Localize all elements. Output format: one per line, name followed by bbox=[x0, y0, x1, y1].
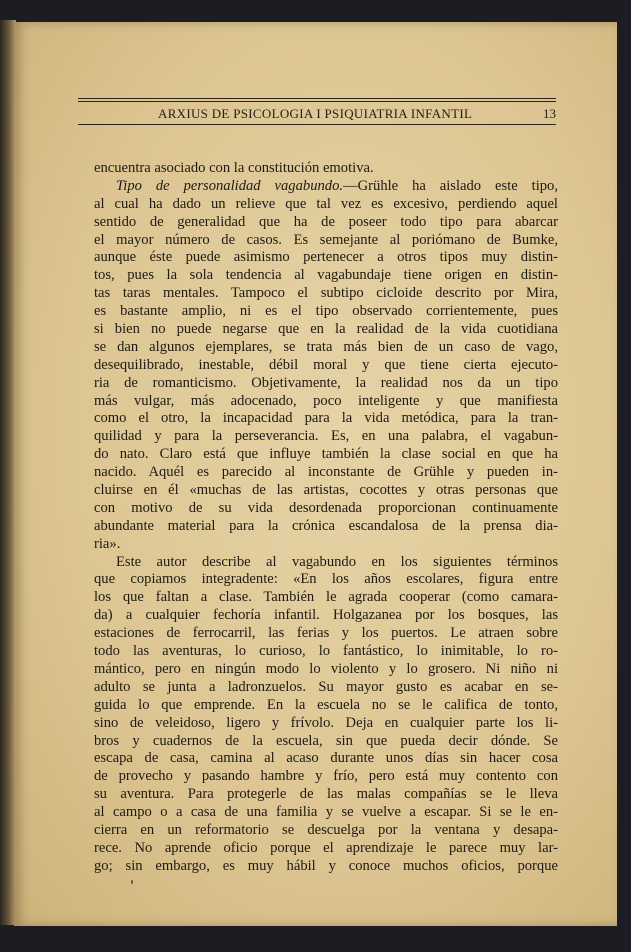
line-text: tas taras mentales. Tampoco el subtipo cicloide descrito por Mira, bbox=[94, 285, 558, 302]
line-text: como el otro, la incapacidad para la vida metódica, para la tran- bbox=[94, 410, 558, 427]
text-line bbox=[94, 321, 558, 339]
text-line bbox=[94, 410, 558, 428]
line-text: nacido. Aquél es parecido al inconstante de Grühle y pueden in- bbox=[94, 464, 558, 481]
line-text: ria». bbox=[94, 535, 121, 552]
line-text: al cual ha dado un relieve que tal vez es excesivo, perdiendo aquel bbox=[94, 195, 558, 212]
text-line bbox=[94, 196, 558, 214]
page-number: 13 bbox=[543, 106, 556, 121]
line-text: tos, pues la sola tendencia al vagabundaje tiene origen en distin- bbox=[94, 267, 558, 284]
header-rule-bottom bbox=[78, 124, 556, 125]
line-text: es bastante amplio, ni es el tipo observado corrientemente, pues bbox=[94, 303, 558, 320]
line-text: rece. No aprende oficio porque el aprendizaje le parece muy lar- bbox=[94, 839, 558, 856]
text-line bbox=[94, 500, 558, 518]
text-line bbox=[94, 446, 558, 464]
line-text: su aventura. Para protegerle de las malas compañías se le lleva bbox=[94, 786, 558, 803]
page-header bbox=[78, 98, 556, 126]
line-text: que copiamos integradente: «En los años escolares, figura entre bbox=[94, 571, 558, 588]
line-text: todo las aventuras, lo curioso, lo fantástico, lo inimitable, lo ro- bbox=[94, 643, 558, 660]
line-text: de provecho y pasando hambre y frío, pero está muy contento con bbox=[94, 768, 558, 785]
line-text: más vulgar, más adocenado, poco inteligente y que manifiesta bbox=[94, 392, 558, 409]
line-text: con motivo de su vida desordenada proporcionan continuamente bbox=[94, 499, 558, 516]
line-text: do nato. Claro está que influye también la clase social en que ha bbox=[94, 446, 558, 463]
text-line bbox=[94, 518, 558, 536]
text-line bbox=[94, 375, 558, 393]
text-line bbox=[94, 804, 558, 822]
line-text: da) a cualquier fechoría infantil. Holgazanea por los bosques, las bbox=[94, 607, 558, 624]
line-text: sino de veleidoso, ligero y frívolo. Deja en cualquier parte los li- bbox=[94, 714, 558, 731]
line-text: cierra en un reformatorio se descuelga por la ventana y desapa- bbox=[94, 821, 558, 838]
line-text: mántico, pero en ningún modo lo violento y lo grosero. Ni niño ni bbox=[94, 660, 558, 677]
line-text: adulto se junta a ladronzuelos. Su mayor gusto es acabar en se- bbox=[94, 678, 558, 695]
paper-speck bbox=[131, 880, 133, 884]
text-line bbox=[94, 214, 558, 232]
line-text: encuentra asociado con la constitución emotiva. bbox=[94, 160, 374, 176]
line-text: —Grühle ha aislado este tipo, bbox=[343, 177, 558, 194]
text-line bbox=[94, 339, 558, 357]
line-text: abundante material para la crónica escandalosa de la prensa dia- bbox=[94, 517, 558, 534]
text-line bbox=[94, 393, 558, 411]
text-line bbox=[94, 786, 558, 804]
text-line bbox=[94, 554, 558, 572]
text-line bbox=[94, 464, 558, 482]
body-text bbox=[94, 160, 558, 876]
line-text: bros y cuadernos de la escuela, sin que pueda decir dónde. Se bbox=[94, 732, 558, 749]
line-text: escapa de casa, camina al acaso durante unos días sin hacer cosa bbox=[94, 750, 558, 767]
text-line bbox=[94, 679, 558, 697]
text-line bbox=[94, 768, 558, 786]
text-line bbox=[94, 285, 558, 303]
line-text: si bien no puede negarse que en la realidad de la vida cuotidiana bbox=[94, 321, 558, 338]
line-text: cluirse en él «muchas de las artistas, cocottes y otras personas que bbox=[94, 482, 558, 499]
line-text: estaciones de ferrocarril, las ferias y los puertos. Le atraen sobre bbox=[94, 625, 558, 642]
text-line bbox=[94, 661, 558, 679]
line-text: aunque éste puede asimismo pertenecer a otros tipos muy distin- bbox=[94, 249, 558, 266]
line-text: desequilibrado, inestable, débil moral y que tiene cierta ejecuto- bbox=[94, 356, 558, 373]
text-line bbox=[94, 428, 558, 446]
running-head: ARXIUS DE PSICOLOGIA I PSIQUIATRIA INFANTIL bbox=[158, 106, 473, 121]
line-text: el mayor número de casos. Es semejante al poriómano de Bumke, bbox=[94, 231, 558, 248]
line-text: guida lo que emprende. En la escuela no se le califica de tonto, bbox=[94, 696, 558, 713]
text-line bbox=[94, 589, 558, 607]
text-line bbox=[94, 625, 558, 643]
text-line bbox=[94, 536, 558, 554]
line-text: Este autor describe al vagabundo en los siguientes términos bbox=[116, 553, 558, 570]
line-text: ria de romanticismo. Objetivamente, la realidad nos da un tipo bbox=[94, 374, 558, 391]
text-line bbox=[94, 643, 558, 661]
text-line bbox=[94, 697, 558, 715]
text-line bbox=[94, 267, 558, 285]
text-line bbox=[94, 822, 558, 840]
text-line bbox=[94, 840, 558, 858]
line-text: go; sin embargo, es muy hábil y conoce muchos oficios, porque bbox=[94, 857, 558, 874]
text-line bbox=[94, 482, 558, 500]
line-text: quilidad y para la perseverancia. Es, en una palabra, el vagabun- bbox=[94, 428, 558, 445]
text-line bbox=[94, 303, 558, 321]
text-line bbox=[94, 607, 558, 625]
header-rule-top-thin bbox=[78, 101, 556, 102]
line-text: sentido de generalidad que ha de poseer todo tipo para abarcar bbox=[94, 213, 558, 230]
line-text: al campo o a casa de una familia y se vuelve a escapar. Si se le en- bbox=[94, 804, 558, 821]
text-line bbox=[94, 733, 558, 751]
italic-heading: Tipo de personalidad vagabundo. bbox=[116, 177, 344, 194]
header-rule-top bbox=[78, 98, 556, 99]
text-line bbox=[94, 357, 558, 375]
text-line bbox=[94, 858, 558, 876]
line-text: los que faltan a clase. También le agrada cooperar (como camara- bbox=[94, 589, 558, 606]
text-line bbox=[94, 160, 558, 178]
text-line bbox=[94, 571, 558, 589]
text-line bbox=[94, 715, 558, 733]
text-line bbox=[94, 750, 558, 768]
text-line bbox=[94, 232, 558, 250]
line-text: se dan algunos ejemplares, se trata más bien de un caso de vago, bbox=[94, 338, 558, 355]
text-line bbox=[94, 178, 558, 196]
text-line bbox=[94, 249, 558, 267]
